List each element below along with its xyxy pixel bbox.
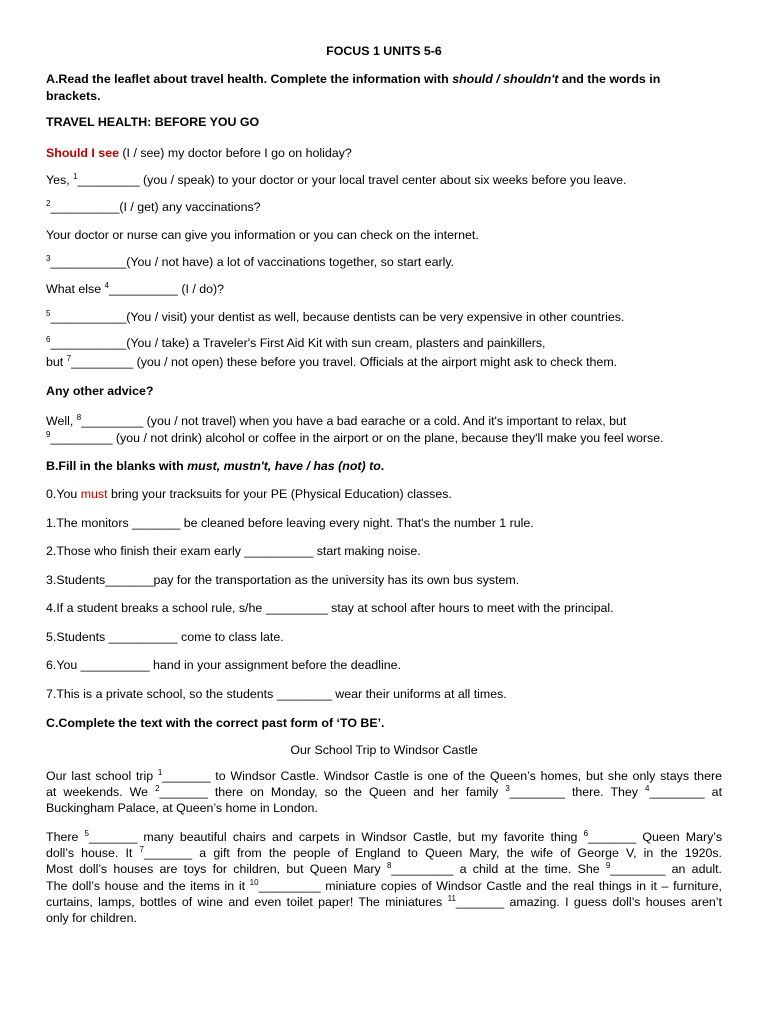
section-a-instructions: A.Read the leaflet about travel health. Complete the information with should / shouldn't and the words in: [46, 72, 661, 86]
exercise-b-item-4: 4.If a student breaks a school rule, s/he _________ stay at school after hours to meet with the principal.: [46, 601, 614, 615]
question-line: Should I see (I / see) my doctor before I go on holiday?: [46, 146, 352, 160]
exercise-b-item-2: 2.Those who finish their exam early __________ start making noise.: [46, 544, 421, 558]
page-title: FOCUS 1 UNITS 5-6: [326, 44, 442, 58]
paragraph-2: There $^5$_______ many beautiful chairs and carpets in Windsor Castle, but my favorite thing $^6$_______ Queen Mary’s doll’s house. It $^7$_______ a gift from the people of England to Queen Mary, the wife of George V, in the 1920s. Most doll’s houses are toys for children, but Queen Mary $^8$_________ a child at the time. She $^9$________ an adult. The doll’s house and the items in it $^{10}$_________ miniature copies of Windsor Castle and the real things in it – furniture, curtains, lamps, bottles of wine and even toilet paper! The miniatures $^{11}$_______ amazing. I guess doll’s houses aren’t only for children.: [46, 829, 723, 926]
exercise-a-line-10: Well, $^8$_________ (you / not travel) when you have a bad earache or a cold. And it's important to relax, but: [46, 413, 627, 428]
exercise-a-line-3: Your doctor or nurse can give you information or you can check on the internet.: [46, 228, 479, 242]
exercise-b-item-1: 1.The monitors _______ be cleaned before leaving every night. That's the number 1 rule.: [46, 516, 534, 530]
exercise-a-line-4: $^3$___________(You / not have) a lot of vaccinations together, so start early.: [46, 254, 455, 269]
exercise-a-line-8: but $^7$_________ (you / not open) these before you travel. Officials at the airport might ask to check them.: [46, 354, 618, 369]
exercise-b-item-7: 7.This is a private school, so the students ________ wear their uniforms at all times.: [46, 687, 507, 701]
exercise-b-item-3: 3.Students_______pay for the transportation as the university has its own bus system.: [46, 573, 520, 587]
exercise-a-line-1: Yes, $^1$_________ (you / speak) to your doctor or your local travel center about six weeks before you leave.: [46, 172, 627, 187]
section-b-instructions: B.Fill in the blanks with must, mustn't, have / has (not) to.: [46, 459, 385, 473]
section-c-instructions: C.Complete the text with the correct past form of ‘TO BE’.: [46, 716, 385, 730]
exercise-b-item-6: 6.You __________ hand in your assignment before the deadline.: [46, 658, 402, 672]
exercise-b-item-5: 5.Students __________ come to class late.: [46, 630, 284, 644]
exercise-a-line-2: $^2$__________(I / get) any vaccinations?: [46, 199, 261, 214]
exercise-a-line-6: $^5$___________(You / visit) your dentist as well, because dentists can be very expensive in other countries.: [46, 309, 625, 324]
exercise-a-line-7: $^6$___________(You / take) a Traveler's First Aid Kit with sun cream, plasters and painkillers,: [46, 335, 546, 350]
text-title: Our School Trip to Windsor Castle: [290, 743, 478, 757]
exercise-b-example: 0.You must bring your tracksuits for your PE (Physical Education) classes.: [46, 487, 452, 501]
exercise-a-line-5: What else $^4$__________ (I / do)?: [46, 281, 225, 296]
paragraph-1: Our last school trip $^1$_______ to Windsor Castle. Windsor Castle is one of the Queen’s homes, but she only stays there at weekends. We $^2$_______ there on Monday, so the Queen and her family $^3$________ there. They $^4$________ at Buckingham Palace, at Queen’s home in London.: [46, 768, 723, 816]
exercise-a-line-11: $^9$_________ (you / not drink) alcohol or coffee in the airport or on the plane, because they'll make you feel worse.: [46, 430, 664, 445]
advice-heading: Any other advice?: [46, 384, 154, 398]
section-a-instructions-cont: brackets.: [46, 89, 101, 103]
travel-health-heading: TRAVEL HEALTH: BEFORE YOU GO: [46, 115, 260, 129]
